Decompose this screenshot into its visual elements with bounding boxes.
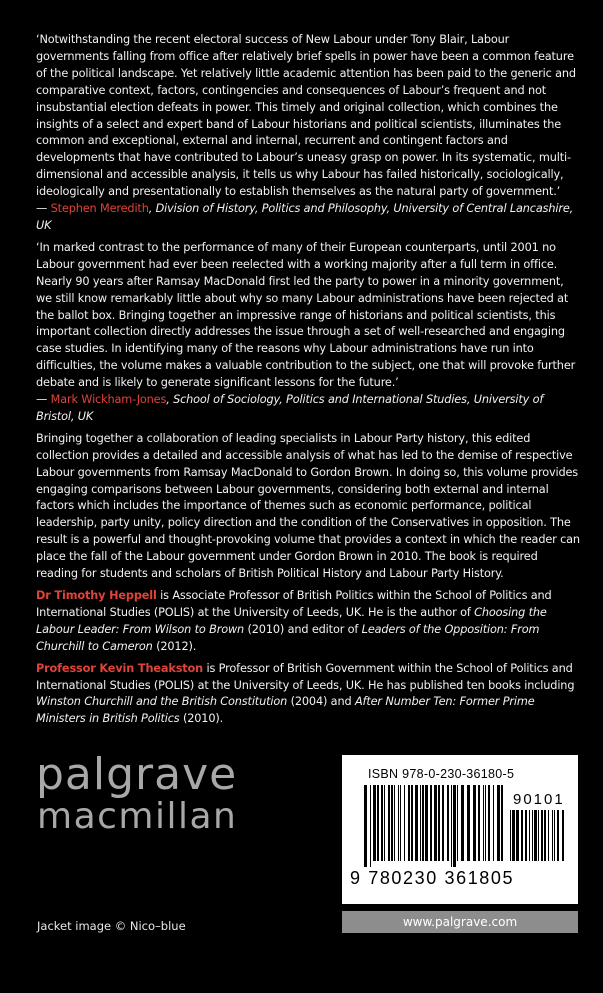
book-title: After Number Ten: Former Prime Ministers in British Politics (36, 695, 535, 726)
endorsement-author: Stephen Meredith (50, 202, 149, 216)
barcode-bars-icon (364, 785, 504, 867)
endorsement-quote: ‘Notwithstanding the recent electoral success of New Labour under Tony Blair, Labour governments falling from office after relatively brief spells in power have been a common feature of the political landscape. Yet relatively little academic attention has been paid to the generic and comparative context, factors, contingencies and consequences of Labour’s frequent and not insubstantial election defeats in power. This timely and original collection, which combines the insights of a select and expert band of Labour historians and political scientists, illuminates the common and exceptional, external and internal, recurrent and contingent factors and developments that have contributed to Labour’s uneasy grasp on power. In its systematic, multi-dimensional and accessible analysis, it tells us why Labour has failed historically, sociologically, ideologically and presentationally to establish themselves as the natural party of government.’ (36, 33, 576, 199)
endorsement-quote: ‘In marked contrast to the performance of many of their European counterparts, until 2001 no Labour government had ever been reelected with a working majority after a full term in office. Nearly 90 years after Ramsay MacDonald first led the party to power in a minority government, we still know remarkably little about why so many Labour administrations have been rejected at the ballot box. Bringing together an impressive range of historians and political scientists, this important collection directly addresses the issue through a set of well-researched and engaging case studies. In identifying many of the reasons why Labour administrations have run into difficulties, the volume makes a valuable contribution to the subject, one that will provoke further debate and is likely to generate significant lessons for the future.’ (36, 240, 576, 390)
back-cover-text (36, 32, 581, 728)
bio-text: (2012). (152, 639, 197, 653)
isbn-label: ISBN 978-0-230-36180-5 (368, 767, 515, 781)
book-title: Choosing the Labour Leader: From Wilson to Brown (36, 605, 547, 636)
endorsement-author: Mark Wickham-Jones (50, 393, 167, 407)
bio-text: (2010). (179, 712, 224, 726)
endorsement-1 (36, 32, 581, 235)
book-description: Bringing together a collaboration of leading specialists in Labour Party history, this edited collection provides a detailed and accessible analysis of what has led to the demise of respective Labour governments from Ramsay MacDonald to Gordon Brown. In doing so, this volume provides engaging comparisons between Labour governments, considering both external and internal factors which includes the importance of themes such as economic performance, political leadership, party unity, policy direction and the condition of the Conservatives in opposition. The result is a powerful and thought-provoking volume that provides a context in which the reader can place the fall of the Labour government under Gordon Brown in 2010. The book is required reading for students and scholars of British Political History and Labour Party History. (36, 431, 580, 581)
bio-text: is Professor of British Government within the School of Politics and International Studies (POLIS) at the University of Leeds, UK. He has published ten books including (36, 661, 575, 692)
barcode-addon-number: 90101 (513, 791, 565, 808)
editor-bio-1 (36, 588, 581, 656)
barcode-addon-bars-icon (510, 810, 564, 867)
barcode-number: 9 780230 361805 (350, 868, 515, 888)
editor-name: Professor Kevin Theakston (36, 661, 204, 675)
publisher-logo (36, 749, 238, 837)
book-title: Winston Churchill and the British Constitution (36, 695, 288, 709)
bio-text: (2004) and (287, 695, 355, 709)
endorsement-2 (36, 240, 581, 426)
editor-name: Dr Timothy Heppell (36, 589, 157, 602)
endorsement-dash: — (36, 202, 51, 216)
endorsement-affiliation: , Division of History, Politics and Philosophy, University of Central Lancashire, UK (36, 202, 574, 232)
editor-bio-2 (36, 661, 581, 729)
book-title: Leaders of the Opposition: From Churchill to Cameron (36, 622, 540, 653)
logo-line-1: palgrave (36, 749, 238, 800)
isbn-barcode (342, 755, 578, 904)
jacket-credit: Jacket image © Nico–blue (37, 919, 186, 933)
bio-text: (2010) and editor of (244, 622, 362, 636)
logo-line-2: macmillan (37, 796, 238, 837)
endorsement-dash: — (36, 393, 51, 407)
bio-text: is Associate Professor of British Politics within the School of Politics and International Studies (POLIS) at the University of Leeds, UK. He is the author of (36, 589, 552, 619)
endorsement-affiliation: , School of Sociology, Politics and International Studies, University of Bristol, UK (36, 393, 544, 423)
website-banner: www.palgrave.com (342, 911, 578, 933)
